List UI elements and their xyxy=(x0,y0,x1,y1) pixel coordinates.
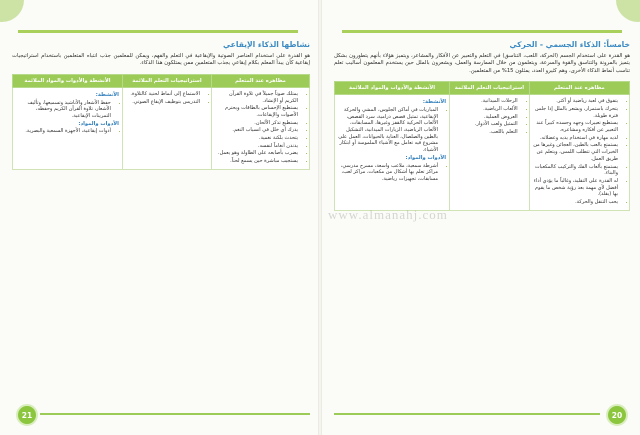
bottom-rule-right xyxy=(334,413,600,415)
header-strategies: استراتيجيات التعلم الملائمة xyxy=(450,82,530,95)
traits-list xyxy=(215,91,306,165)
tools-heading: الأدوات والمواد: xyxy=(78,120,119,127)
list-item: • يستطيع الإحساس بالطاقات ويحترم الأصوات والإيقاعات. xyxy=(215,105,298,118)
list-item: • أدوات إيقاعية، الأجهزة السمعية والبصرية. xyxy=(16,128,111,135)
kinesthetic-intelligence-table xyxy=(334,81,630,211)
corner-decoration-left xyxy=(0,0,24,22)
table-row xyxy=(335,95,630,211)
strategies-list xyxy=(126,91,208,105)
tools-heading: الأدوات والمواد: xyxy=(405,154,447,161)
list-item: • المباريات في أماكن الجلوس، المشي والحركة الإيقاعية، تمثيل قصص درامية، سرد القصص، الألعاب الحركية كالقفز وغيرها، المسابقات، الألعاب الرياضية، الزيارات الميدانية، التشكيل بالطين والصلصال، العناية بالحيوانات، العمل على مشروع فيه تعامل مع الأشياء الملموسة أو ابتكار الأشياء. xyxy=(338,107,438,154)
list-item: • يستطيع تعبيرات وجهه وجسده كبيراً عند التعبير عن أفكاره ومشاعره. xyxy=(533,120,618,133)
activities-cell xyxy=(335,95,450,211)
strategies-list xyxy=(453,98,526,136)
activities-cell xyxy=(13,87,123,169)
section-intro-rhythmic: هو القدرة على استخدام العناصر الصوتية والإيقاعية في التعلم والفهم، ويمكن للمعلمين جذب انتباه المتعلمين باستخدام استراتيجيات إيقاعية كأن يبدأ المعلم بكلام إيقاعي يجذب المتعلمين ممن يمتلكون هذا الذكاء. xyxy=(12,53,310,67)
section-title-rhythmic: نشاطها الذكاء الإيقاعي xyxy=(222,40,310,49)
book-gutter xyxy=(318,0,322,435)
activities-list xyxy=(16,100,119,120)
list-item: • يستمتع بالعب بالطين، العجائن وغيرها من الخبرات التي تتطلب اللمس، ويتعلم عن طريق العمل. xyxy=(533,142,618,162)
list-item: • له القدرة على التقليد، وغالباً ما يؤدي أداء أفضل لأي مهمة بعد رؤية شخص ما يقوم بها (يقلد). xyxy=(533,178,618,198)
traits-list xyxy=(533,98,626,206)
left-page xyxy=(12,40,310,170)
strategies-cell xyxy=(450,95,530,211)
list-item: • يستطيع تذكر الألحان. xyxy=(215,120,298,127)
header-traits: مظاهره عند المتعلم xyxy=(529,82,629,95)
header-traits: مظاهره عند المتعلم xyxy=(212,74,310,87)
table-row xyxy=(13,87,310,169)
section-title-kinesthetic: خامساً: الذكاء الجسمي - الحركي xyxy=(509,40,630,49)
traits-cell xyxy=(212,87,310,169)
section-intro-kinesthetic: هو القدرة على استخدام الجسم (الحركة، اللعب، التناسق) في التعلم والتعبير عن الأفكار والمشاعر، ويتميز هؤلاء بأنهم يتطورون بشكل يتميز بالمرونة والتناسق والقوة والسرعة، ويتعلمون من خلال الممارسة والعمل، ويشعرون بالملل حين يستخدم المعلمون أساليب تعلم تناسب أنماط الذكاء الأخرى، وهم كثيرو العدد، يمثلون 15% من المتعلمين. xyxy=(334,53,630,74)
page-number-left: 21 xyxy=(16,404,38,426)
list-item: • الألعاب الرياضية. xyxy=(453,106,518,113)
header-activities: الأنشطة والأدوات والمواد الملائمة xyxy=(13,74,123,87)
top-rule-right xyxy=(342,30,622,33)
list-item: • يستجيب مباشرة حين يسمع لحناً. xyxy=(215,158,298,165)
activities-list xyxy=(338,107,446,154)
list-item: • يستمتع بألعاب الفك والتركيب كالمكعبات والبناء. xyxy=(533,164,618,177)
list-item: • يحب التنقل والحركة. xyxy=(533,199,618,206)
list-item: • يتحرك باستمرار، ويشعر بالملل إذا جلس فترة طويلة. xyxy=(533,106,618,119)
list-item: • التدريس بتوظيف الإيقاع الصوتي. xyxy=(126,99,200,106)
tools-list xyxy=(16,128,119,135)
list-item: • يتحدث بلكنة نغمية. xyxy=(215,135,298,142)
table-header-row xyxy=(13,74,310,87)
strategies-cell xyxy=(122,87,211,169)
list-item: • الاستماع إلى أنماط لحنية كالتلاوة. xyxy=(126,91,200,98)
list-item: • العروض العملية. xyxy=(453,114,518,121)
list-item: • يضرب بأصابعه على الطاولة وهو يعمل. xyxy=(215,150,298,157)
list-item: • التعلم باللعب. xyxy=(453,129,518,136)
list-item: • يتفوق في لعبة رياضية أو أكثر. xyxy=(533,98,618,105)
right-page xyxy=(334,40,630,211)
table-header-row xyxy=(335,82,630,95)
list-item: • أشرطة سمعية، ملاعب واسعة، مسرح مدرسي، مراكز تعلم بها أشكال من مكعبات، مراكز لعب، مسابقات، تجهيزات رياضية. xyxy=(338,163,438,183)
activities-heading: الأنشطة: xyxy=(95,91,119,98)
header-strategies: استراتيجيات التعلم الملائمة xyxy=(122,74,211,87)
list-item: • الرحلات الميدانية. xyxy=(453,98,518,105)
top-rule-left xyxy=(18,30,298,33)
list-item: • التمثيل ولعب الأدوار. xyxy=(453,121,518,128)
traits-cell xyxy=(529,95,629,211)
list-item: • يدندن أنغاماً لنفسه. xyxy=(215,143,298,150)
tools-list xyxy=(338,163,446,183)
watermark: www.almanahj.com xyxy=(328,207,448,222)
bottom-rule-left xyxy=(40,413,310,415)
list-item: • لديه مهارة في استخدام يديه وعضلاته. xyxy=(533,135,618,142)
list-item: • حفظ الأشعار والأناشيد وتسميعها، وتأليف الأشعار، تلاوة القرآن الكريم وحفظه، التمرينات الإيقاعية. xyxy=(16,100,111,120)
activities-heading: الأنشطة: xyxy=(422,99,447,106)
rhythmic-intelligence-table xyxy=(12,74,310,170)
page-number-right: 20 xyxy=(606,404,628,426)
header-activities: الأنشطة والأدوات والمواد الملائمة xyxy=(335,82,450,95)
corner-decoration-right xyxy=(616,0,640,22)
list-item: • يدرك أي خلل في انسياب النغم. xyxy=(215,127,298,134)
list-item: • يمتلك صوتاً جميلاً في تلاوة القرآن الكريم أو الإنشاد. xyxy=(215,91,298,104)
